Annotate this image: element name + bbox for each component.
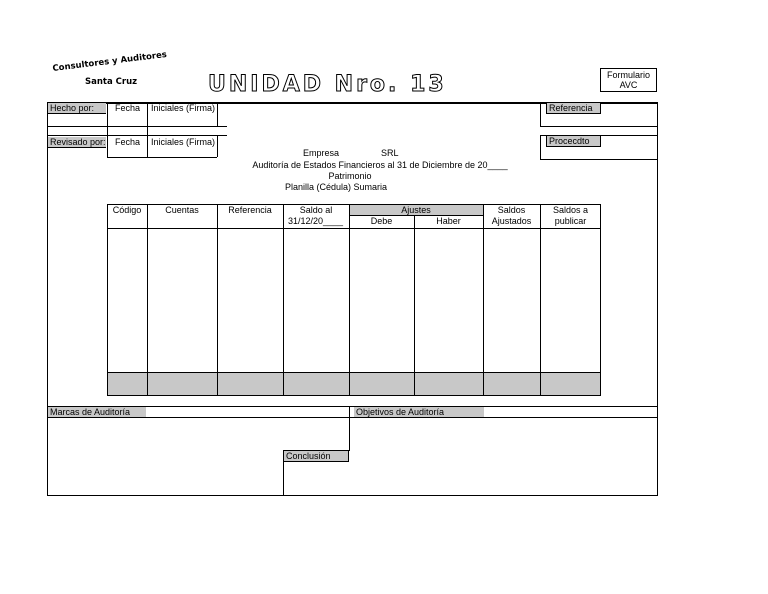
col-header-saldos-ajustados-1: Saldos xyxy=(497,205,526,215)
totals-top-line xyxy=(107,372,601,373)
col-header-saldo-line1: Saldo al xyxy=(299,205,333,215)
form-code-box xyxy=(600,68,657,92)
form-label-line1: Formulario xyxy=(606,70,650,80)
sheet-title: Planilla (Cédula) Sumaria xyxy=(284,182,388,192)
col-header-codigo: Código xyxy=(112,205,142,215)
col-header-saldos-ajustados-2: Ajustados xyxy=(491,216,532,226)
sign-row-divider-2 xyxy=(47,135,227,136)
revisado-fecha-label: Fecha xyxy=(115,137,141,147)
col-header-saldos-publicar-1: Saldos a xyxy=(552,205,589,215)
logo-line-2: Santa Cruz xyxy=(85,77,138,87)
audit-period-text: Auditoría de Estados Financieros al 31 de Diciembre de 20____ xyxy=(252,160,508,170)
totals-row xyxy=(108,373,600,395)
col-header-ajustes: Ajustes xyxy=(401,205,431,215)
hecho-iniciales-label: Iniciales (Firma) xyxy=(151,103,216,113)
srl-label: SRL xyxy=(381,148,399,158)
revisado-iniciales-label: Iniciales (Firma) xyxy=(151,137,216,147)
referencia-label: Referencia xyxy=(546,103,601,114)
ref-bottom xyxy=(540,126,658,127)
sign-row-divider-1 xyxy=(47,126,227,127)
revisado-por-label: Revisado por: xyxy=(50,137,106,147)
proc-left-border xyxy=(540,135,541,159)
col-line-7 xyxy=(540,204,541,396)
col-header-cuentas: Cuentas xyxy=(165,205,199,215)
col-line-6 xyxy=(483,204,484,396)
procedimiento-label: Procecdto xyxy=(546,136,601,147)
footer-label-line xyxy=(47,417,658,418)
marcas-label: Marcas de Auditoría xyxy=(48,407,146,417)
header-bottom-line xyxy=(107,228,601,229)
col-line-4 xyxy=(349,204,350,396)
footer-middle-divider xyxy=(349,406,350,451)
col-line-2 xyxy=(217,204,218,396)
sign-col-divider-2 xyxy=(147,102,148,157)
form-label-line2: AVC xyxy=(619,80,638,90)
col-line-5 xyxy=(414,215,415,396)
col-header-saldos-publicar-2: publicar xyxy=(554,216,587,226)
col-header-debe: Debe xyxy=(370,216,393,226)
conclusion-label: Conclusión xyxy=(284,451,349,462)
col-line-3 xyxy=(283,204,284,396)
col-header-referencia: Referencia xyxy=(228,205,272,215)
page-title: UNIDAD Nro. 13 xyxy=(208,72,447,97)
sign-col-divider-3 xyxy=(217,102,218,126)
col-line-1 xyxy=(147,204,148,396)
col-header-saldo-line2: 31/12/20____ xyxy=(288,216,344,226)
hecho-por-label: Hecho por: xyxy=(48,103,106,114)
sign-col-divider-4 xyxy=(217,135,218,157)
logo-line-1: Consultores y Auditores xyxy=(52,49,168,74)
ref-left-border xyxy=(540,102,541,126)
col-header-haber: Haber xyxy=(436,216,461,226)
sign-col-divider-1 xyxy=(107,102,108,157)
summary-table xyxy=(107,204,601,396)
company-logo xyxy=(50,49,180,92)
sign-row-bottom xyxy=(107,157,217,158)
objetivos-label: Objetivos de Auditoría xyxy=(354,407,484,417)
empresa-label: Empresa xyxy=(303,148,340,158)
hecho-fecha-label: Fecha xyxy=(115,103,141,113)
section-title: Patrimonio xyxy=(328,171,372,181)
